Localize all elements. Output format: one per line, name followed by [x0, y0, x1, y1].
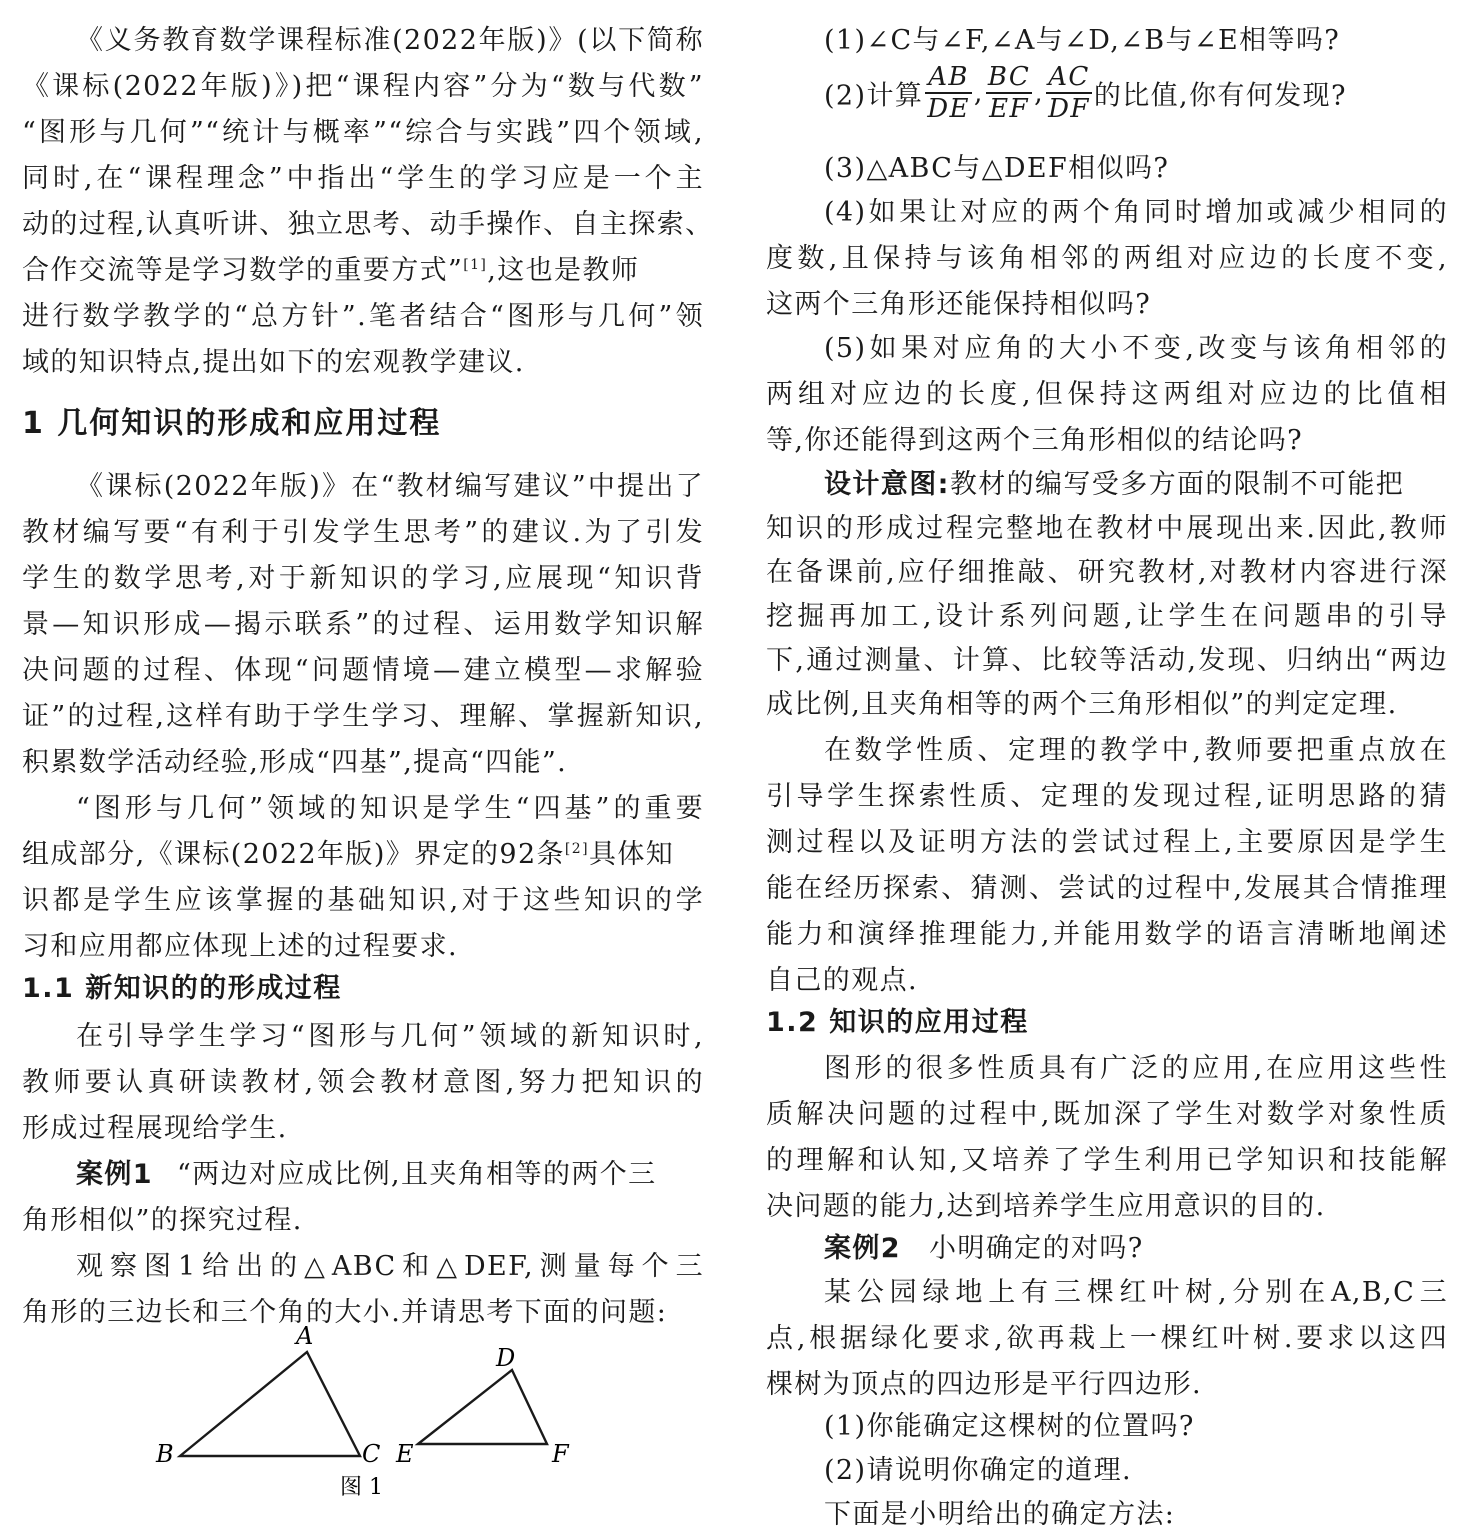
- paragraph-line: 识都是学生应该掌握的基础知识,对于这些知识的学: [22, 885, 704, 916]
- fraction: [986, 62, 1032, 124]
- subsection-heading: 1.1 新知识的的形成过程: [22, 973, 342, 1004]
- paragraph-line: 某公园绿地上有三棵红叶树,分别在A,B,C三: [824, 1277, 1448, 1308]
- paragraph-line: 能在经历探索、猜测、尝试的过程中,发展其合情推理: [766, 873, 1448, 904]
- question-line: (4)如果让对应的两个角同时增加或减少相同的: [824, 197, 1448, 228]
- text-run: 教材的编写受多方面的限制不可能把: [949, 469, 1405, 500]
- paragraph-line: 决问题的能力,达到培养学生应用意识的目的.: [766, 1191, 1326, 1222]
- paragraph-line: 教师要认真研读教材,领会教材意图,努力把知识的: [22, 1067, 704, 1098]
- paragraph-line: 角形相似”的探究过程.: [22, 1205, 303, 1236]
- text-run: 具体知: [588, 839, 675, 870]
- question-line: 两组对应边的长度,但保持这两组对应边的比值相: [766, 379, 1448, 410]
- paragraph-line: 质解决问题的过程中,既加深了学生对数学对象性质: [766, 1099, 1448, 1130]
- text-run: “两边对应成比例,且夹角相等的两个三: [176, 1159, 657, 1190]
- text-run: 的比值,你有何发现?: [1093, 80, 1347, 112]
- paragraph-line: 能力和演绎推理能力,并能用数学的语言清晰地阐述: [766, 919, 1448, 950]
- paragraph-line: 习和应用都应体现上述的过程要求.: [22, 931, 458, 962]
- intent-line: 下,通过测量、计算、比较等活动,发现、归纳出“两边: [766, 645, 1448, 676]
- vertex-label-c: C: [362, 1440, 381, 1468]
- paragraph-line: 观察图1给出的△ABC和△DEF,测量每个三: [76, 1251, 704, 1282]
- paragraph-line: “图形与几何”领域的知识是学生“四基”的重要: [76, 793, 704, 824]
- paragraph-line: 同时,在“课程理念”中指出“学生的学习应是一个主: [22, 163, 704, 194]
- intent-line: 知识的形成过程完整地在教材中展现出来.因此,教师: [766, 513, 1448, 544]
- citation: [1]: [463, 257, 488, 273]
- citation: [2]: [564, 841, 589, 857]
- paragraph-line: 测过程以及证明方法的尝试过程上,主要原因是学生: [766, 827, 1448, 858]
- text-run: 组成部分,《课标(2022年版)》界定的92条: [22, 839, 565, 870]
- paragraph-line: 域的知识特点,提出如下的宏观教学建议.: [22, 347, 525, 378]
- fraction: [925, 62, 972, 124]
- paragraph-line: 引导学生探索性质、定理的发现过程,证明思路的猜: [766, 781, 1448, 812]
- paragraph-line: 进行数学教学的“总方针”.笔者结合“图形与几何”领: [22, 301, 704, 332]
- vertex-label-f: F: [552, 1440, 569, 1468]
- fraction: [1046, 62, 1092, 124]
- vertex-label-b: B: [156, 1440, 174, 1468]
- question-line: (3)△ABC与△DEF相似吗?: [824, 153, 1170, 184]
- question-line: (2)请说明你确定的道理.: [824, 1455, 1133, 1486]
- intent-line: [766, 462, 1448, 501]
- paragraph-line: 教材编写要“有利于引发学生思考”的建议.为了引发: [22, 517, 704, 548]
- paragraph-line: 形成过程展现给学生.: [22, 1113, 288, 1144]
- paragraph-line: [22, 1152, 704, 1191]
- denominator: EF: [989, 94, 1029, 124]
- paragraph-line: [22, 248, 704, 287]
- question-line: (5)如果对应角的大小不变,改变与该角相邻的: [824, 333, 1448, 364]
- paragraph-line: 学生的数学思考,对于新知识的学习,应展现“知识背: [22, 563, 704, 594]
- question-line: [766, 62, 1476, 134]
- case-label: 案例2: [824, 1233, 901, 1264]
- paragraph-line: 《课标(2022年版)》在“教材编写建议”中提出了: [76, 471, 704, 502]
- paragraph-line: 棵树为顶点的四边形是平行四边形.: [766, 1369, 1202, 1400]
- text-run: ,这也是教师: [487, 255, 640, 286]
- vertex-label-d: D: [496, 1344, 516, 1372]
- question-line: (1)∠C与∠F,∠A与∠D,∠B与∠E相等吗?: [824, 25, 1341, 56]
- denominator: DE: [927, 94, 970, 124]
- paragraph-line: 点,根据绿化要求,欲再栽上一棵红叶树.要求以这四: [766, 1323, 1448, 1354]
- paragraph-line: [766, 1226, 1476, 1265]
- triangle-def: [418, 1370, 547, 1444]
- paragraph-line: “图形与几何”“统计与概率”“综合与实践”四个领域,: [22, 117, 704, 148]
- question-line: 这两个三角形还能保持相似吗?: [766, 289, 1152, 320]
- comma: ,: [1034, 77, 1045, 109]
- denominator: DF: [1048, 94, 1090, 124]
- figure-caption: 图 1: [340, 1475, 383, 1500]
- intent-label: 设计意图:: [824, 469, 950, 500]
- paragraph-line: 下面是小明给出的确定方法:: [824, 1499, 1176, 1530]
- triangle-abc: [180, 1352, 360, 1456]
- paragraph-line: 在引导学生学习“图形与几何”领域的新知识时,: [76, 1021, 704, 1052]
- paragraph-line: 积累数学活动经验,形成“四基”,提高“四能”.: [22, 747, 568, 778]
- intent-line: 挖掘再加工,设计系列问题,让学生在问题串的引导: [766, 601, 1448, 632]
- paragraph-line: 动的过程,认真听讲、独立思考、动手操作、自主探索、: [22, 209, 714, 240]
- paragraph-line: 《课标(2022年版)》)把“课程内容”分为“数与代数”: [22, 71, 704, 102]
- text-run: 合作交流等是学习数学的重要方式”: [22, 255, 464, 286]
- triangles-figure: [22, 1320, 704, 1510]
- question-line: 等,你还能得到这两个三角形相似的结论吗?: [766, 425, 1304, 456]
- subsection-heading: 1.2 知识的应用过程: [766, 1007, 1029, 1038]
- section-heading: 1 几何知识的形成和应用过程: [22, 406, 442, 441]
- intent-line: 在备课前,应仔细推敲、研究教材,对教材内容进行深: [766, 557, 1448, 588]
- paragraph-line: 决问题的过程、体现“问题情境—建立模型—求解验: [22, 655, 704, 686]
- text-run: (2)计算: [824, 80, 924, 112]
- case-label: 案例1: [76, 1159, 153, 1190]
- paragraph-line: 角形的三边长和三个角的大小.并请思考下面的问题:: [22, 1297, 668, 1328]
- paragraph-line: 图形的很多性质具有广泛的应用,在应用这些性: [824, 1053, 1448, 1084]
- figure-1: [22, 1320, 704, 1510]
- paragraph-line: 景—知识形成—揭示联系”的过程、运用数学知识解: [22, 609, 704, 640]
- paragraph-line: [22, 832, 704, 871]
- text-run: 小明确定的对吗?: [928, 1233, 1144, 1264]
- paragraph-line: 《义务教育数学课程标准(2022年版)》(以下简称: [76, 25, 704, 56]
- paragraph-line: 自己的观点.: [766, 965, 918, 996]
- vertex-label-a: A: [296, 1322, 314, 1350]
- intent-line: 成比例,且夹角相等的两个三角形相似”的判定定理.: [766, 689, 1398, 720]
- numerator: BC: [987, 62, 1031, 92]
- numerator: AB: [925, 62, 972, 94]
- numerator: AC: [1046, 62, 1092, 94]
- vertex-label-e: E: [396, 1440, 414, 1468]
- comma: ,: [973, 77, 984, 109]
- paragraph-line: 证”的过程,这样有助于学生学习、理解、掌握新知识,: [22, 701, 704, 732]
- paragraph-line: 的理解和认知,又培养了学生利用已学知识和技能解: [766, 1145, 1448, 1176]
- question-line: 度数,且保持与该角相邻的两组对应边的长度不变,: [766, 243, 1448, 274]
- question-line: (1)你能确定这棵树的位置吗?: [824, 1411, 1195, 1442]
- paragraph-line: 在数学性质、定理的教学中,教师要把重点放在: [824, 735, 1448, 766]
